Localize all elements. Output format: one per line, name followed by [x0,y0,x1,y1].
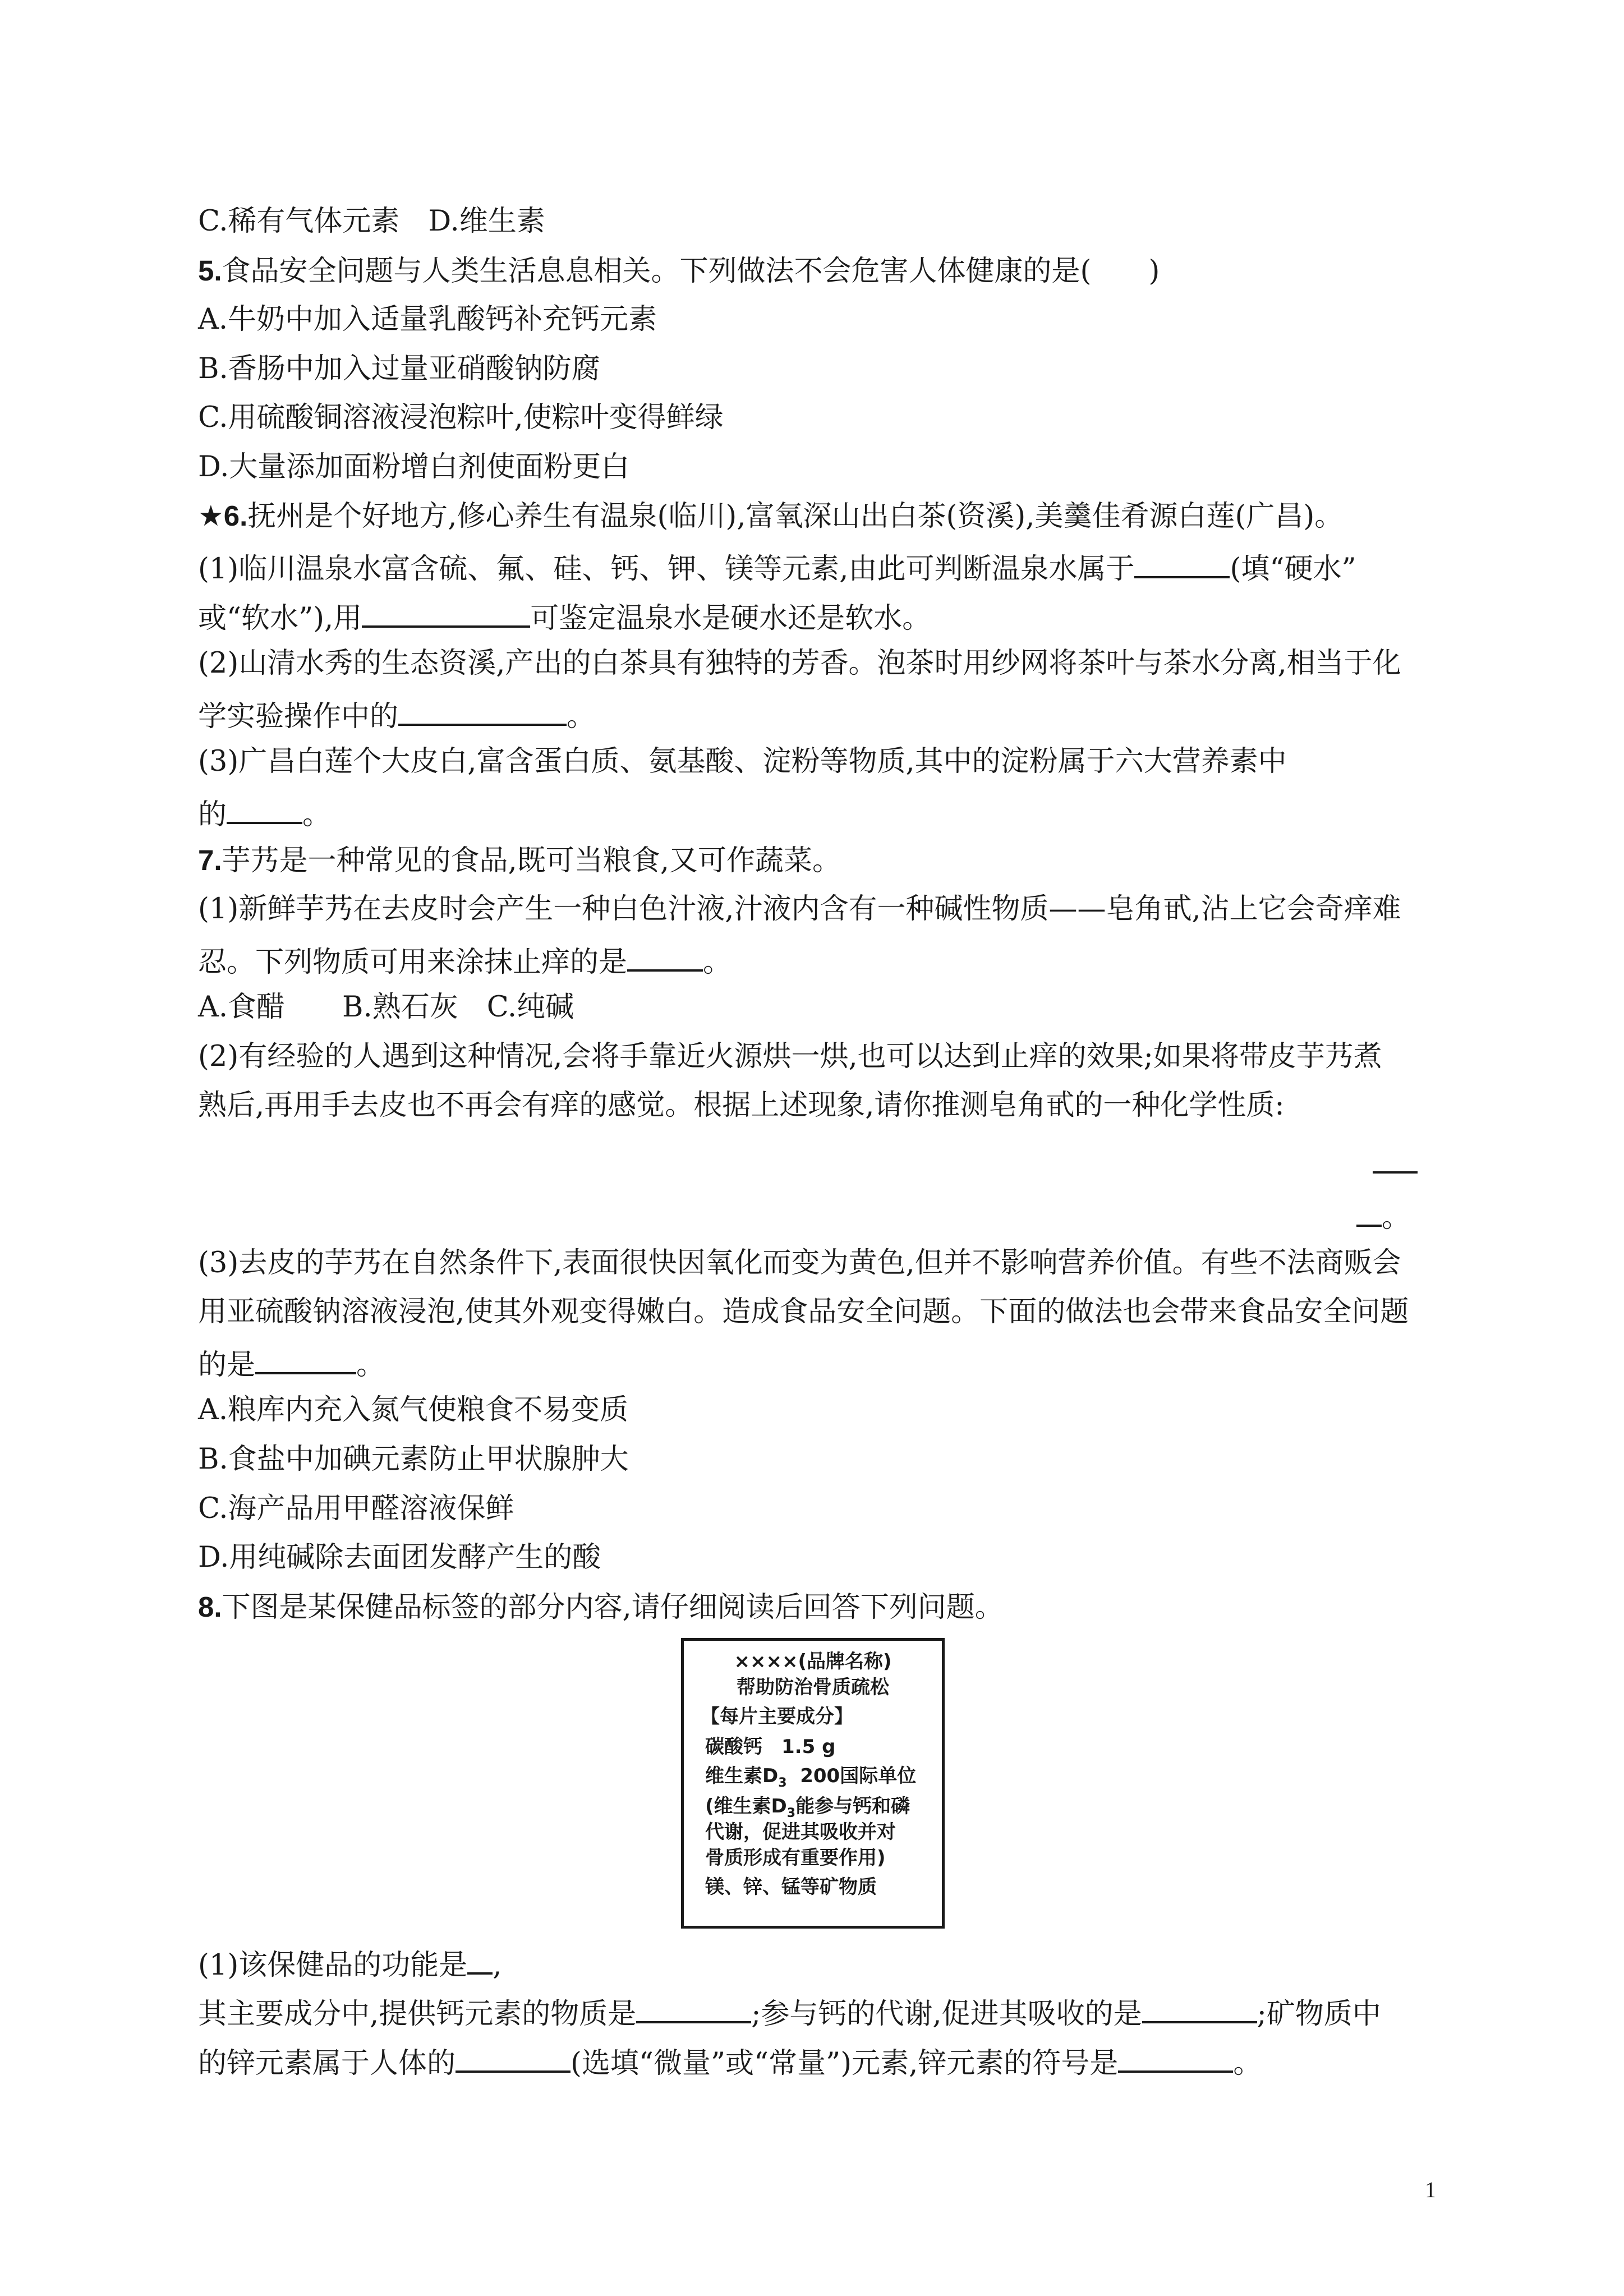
q7-part2-end: 。 [1356,1197,1410,1235]
q7-option-a: A.粮库内充入氮气使粮食不易变质 [198,1393,629,1427]
q7-options: A.食醋 B.熟石灰 C.纯碱 [198,991,574,1024]
q6-part3-cont: 的 。 [198,794,331,832]
q5-option-b: B.香肠中加入过量亚硝酸钠防腐 [198,352,600,385]
answer-blank[interactable] [636,1993,751,2023]
answer-blank[interactable] [227,794,302,824]
answer-blank[interactable] [456,2042,571,2073]
q7-part3-cont: 用亚硫酸钠溶液浸泡,使其外观变得嫩白。造成食品安全问题。下面的做法也会带来食品安全问题 [198,1295,1409,1328]
answer-blank[interactable] [467,1944,493,1975]
q5-stem: 5.食品安全问题与人类生活息息相关。下列做法不会危害人体健康的是( ) [198,255,1160,288]
question-number: 7. [198,844,222,876]
q6-part2-cont: 学实验操作中的 。 [198,696,595,734]
q7-part1: (1)新鲜芋艿在去皮时会产生一种白色汁液,汁液内含有一种碱性物质——皂角甙,沾上它会奇痒难 [198,892,1401,926]
q8-stem: 8.下图是某保健品标签的部分内容,请仔细阅读后回答下列问题。 [198,1591,1004,1624]
label-calcium: 碳酸钙 1.5 g [705,1736,836,1758]
q6-part2: (2)山清水秀的生态资溪,产出的白茶具有独特的芳香。泡茶时用纱网将茶叶与茶水分离,相当于化 [198,647,1401,680]
q7-part1-cont: 忍。下列物质可用来涂抹止痒的是 。 [198,941,732,980]
supplement-label [681,1638,945,1929]
label-vitamin: 维生素$D_3$ 200国际单位 [705,1765,917,1790]
q6-part1-cont: 或“软水”),用 可鉴定温泉水是硬水还是软水。 [198,597,931,636]
q6-part1: (1)临川温泉水富含硫、氟、硅、钙、钾、镁等元素,由此可判断温泉水属于 (填“硬水” [198,548,1356,587]
q7-part2-cont: 熟后,再用手去皮也不再会有痒的感觉。根据上述现象,请你推测皂角甙的一种化学性质: [198,1089,1285,1122]
question-number: 5. [198,255,222,287]
q5-option-c: C.用硫酸铜溶液浸泡粽叶,使粽叶变得鲜绿 [198,401,724,434]
answer-blank[interactable] [398,696,567,726]
page-number: 1 [1425,2177,1436,2202]
label-note-line2: 代谢，促进其吸收并对 [705,1821,896,1843]
label-note-line3: 骨质形成有重要作用) [705,1847,886,1869]
answer-blank[interactable] [362,597,530,628]
q7-stem: 7.芋艿是一种常见的食品,既可当粮食,又可作蔬菜。 [198,844,841,877]
label-note-line1: (维生素$D_3$能参与钙和磷 [705,1795,910,1820]
q7-option-d: D.用纯碱除去面团发酵产生的酸 [198,1541,601,1574]
q8-part1: (1)该保健品的功能是 , [198,1944,502,1983]
q8-part1-end: 的锌元素属于人体的 (选填“微量”或“常量”)元素,锌元素的符号是 。 [198,2042,1262,2081]
question-number: ★6. [198,500,248,532]
answer-blank[interactable] [1118,2042,1233,2073]
label-heading: 【每片主要成分】 [701,1705,853,1728]
question-number: 8. [198,1591,222,1623]
answer-blank[interactable] [1373,1171,1418,1174]
q7-option-c: C.海产品用甲醛溶液保鲜 [198,1492,514,1525]
q7-part2: (2)有经验的人遇到这种情况,会将手靠近火源烘一烘,也可以达到止痒的效果;如果将带皮芋艿煮 [198,1040,1382,1073]
answer-blank[interactable] [1142,1993,1257,2023]
q6-stem: ★6.抚州是个好地方,修心养生有温泉(临川),富氧深山出白茶(资溪),美羹佳肴源白莲(广昌)。 [198,500,1344,533]
answer-blank[interactable] [1356,1197,1382,1227]
q5-option-a: A.牛奶中加入适量乳酸钙补充钙元素 [198,303,657,336]
q8-part1-cont: 其主要成分中,提供钙元素的物质是 ;参与钙的代谢,促进其吸收的是 ;矿物质中 [198,1993,1381,2032]
q7-part3: (3)去皮的芋艿在自然条件下,表面很快因氧化而变为黄色,但并不影响营养价值。有些不法商贩会 [198,1246,1401,1280]
label-minerals: 镁、锌、锰等矿物质 [705,1876,877,1898]
answer-blank[interactable] [1134,548,1230,578]
label-function: 帮助防治骨质疏松 [737,1676,889,1699]
answer-blank[interactable] [627,941,703,972]
answer-blank[interactable] [255,1344,356,1374]
label-brand: ××××(品牌名称) [734,1650,892,1673]
q7-option-b: B.食盐中加碘元素防止甲状腺肿大 [198,1443,629,1476]
q7-part3-end: 的是 。 [198,1344,385,1383]
q6-part3: (3)广昌白莲个大皮白,富含蛋白质、氨基酸、淀粉等物质,其中的淀粉属于六大营养素中 [198,745,1287,778]
q4-option-line: C.稀有气体元素 D.维生素 [198,205,545,238]
q5-option-d: D.大量添加面粉增白剂使面粉更白 [198,450,630,484]
